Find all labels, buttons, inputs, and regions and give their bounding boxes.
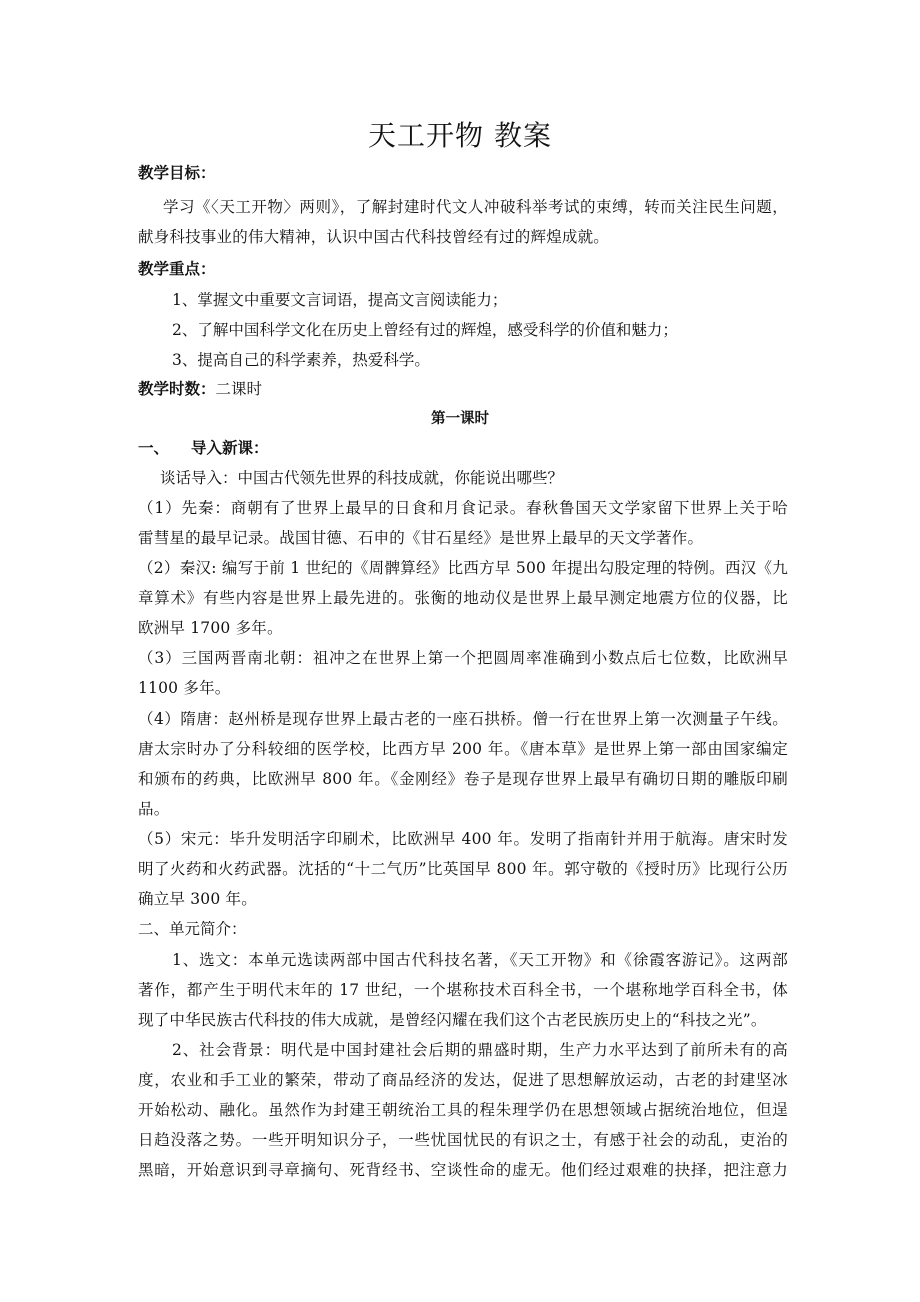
paragraph-line: （5）宋元：毕升发明活字印刷术，比欧洲早 400 年。发明了指南针并用于航海。唐宋时发 [138,830,788,848]
paragraph-line: 品。 [138,800,170,818]
paragraph-line: 2、社会背景：明代是中国封建社会后期的鼎盛时期，生产力水平达到了前所未有的高 [172,1041,788,1059]
teaching-hours-label: 教学时数： [138,379,216,398]
paragraph-line: 1100 多年。 [138,679,231,697]
paragraph-line: 唐太宗时办了分科较细的医学校，比西方早 200 年。《唐本草》是世界上第一部由国家编定 [138,740,788,758]
section-one-heading [138,438,788,458]
objectives-heading: 教学目标： [138,163,216,182]
paragraph-line: 日趋没落之势。一些开明知识分子，一些忧国忧民的有识之士，有感于社会的动乱，吏治的 [138,1131,788,1149]
key-point-item: 3、提高自己的科学素养，热爱科学。 [172,351,430,369]
paragraph-line: 现了中华民族古代科技的伟大成就，是曾经闪耀在我们这个古老民族历史上的“科技之光”。 [138,1011,767,1029]
paragraph-line: 1、选文：本单元选读两部中国古代科技名著，《天工开物》和《徐霞客游记》。这两部 [172,951,788,969]
section-two-heading: 二、单元简介： [138,920,247,938]
paragraph-line: 黑暗，开始意识到寻章摘句、死背经书、空谈性命的虚无。他们经过艰难的抉择，把注意力 [138,1161,788,1179]
paragraph-line: 度，农业和手工业的繁荣，带动了商品经济的发达，促进了思想解放运动，古老的封建坚冰 [138,1071,788,1089]
key-point-item: 2、了解中国科学文化在历史上曾经有过的辉煌，感受科学的价值和魅力； [172,321,678,339]
paragraph-line: 和颁布的药典，比欧洲早 800 年。《金刚经》卷子是现存世界上最早有确切日期的雕版印刷 [138,770,788,788]
paragraph-line: 章算术》有些内容是世界上最先进的。张衡的地动仪是世界上最早测定地震方位的仪器，比 [138,589,788,607]
teaching-hours-value: 二课时 [215,380,263,398]
paragraph-line: 确立早 300 年。 [138,890,257,908]
section-one-number: 一、 [138,438,170,457]
paragraph-line: 著作，都产生于明代末年的 17 世纪，一个堪称技术百科全书，一个堪称地学百科全书，体 [138,981,788,999]
teaching-hours [138,379,788,399]
objectives-text-line: 献身科技事业的伟大精神，认识中国古代科技曾经有过的辉煌成就。 [138,228,610,246]
lesson-one-title: 第一课时 [431,410,489,427]
paragraph-line: （4）隋唐：赵州桥是现存世界上最古老的一座石拱桥。僧一行在世界上第一次测量子午线。 [138,710,788,728]
paragraph-line: （1）先秦：商朝有了世界上最早的日食和月食记录。春秋鲁国天文学家留下世界上关于哈 [138,499,788,517]
document-title: 天工开物 教案 [368,119,552,152]
section-one-title: 导入新课： [191,438,269,457]
paragraph-line: （3）三国两晋南北朝：祖冲之在世界上第一个把圆周率准确到小数点后七位数，比欧洲早 [138,649,788,667]
intro-line: 谈话导入：中国古代领先世界的科技成就，你能说出哪些？ [160,469,564,487]
key-point-item: 1、掌握文中重要文言词语，提高文言阅读能力； [172,291,508,309]
paragraph-line: 雷彗星的最早记录。战国甘德、石申的《甘石星经》是世界上最早的天文学著作。 [138,529,704,547]
paragraph-line: 开始松动、融化。虽然作为封建王朝统治工具的程朱理学仍在思想领域占据统治地位，但逞 [138,1101,788,1119]
paragraph-line: 明了火药和火药武器。沈括的“十二气历”比英国早 800 年。郭守敬的《授时历》比现行公历 [138,860,788,878]
paragraph-line: 欧洲早 1700 多年。 [138,619,283,637]
objectives-text-line: 学习《〈天工开物〉两则》，了解封建时代文人冲破科举考试的束缚，转而关注民生问题， [163,198,788,216]
key-points-heading: 教学重点： [138,259,216,278]
paragraph-line: （2）秦汉: 编写于前 1 世纪的《周髀算经》比西方早 500 年提出勾股定理的特例。西汉《九 [138,559,788,577]
